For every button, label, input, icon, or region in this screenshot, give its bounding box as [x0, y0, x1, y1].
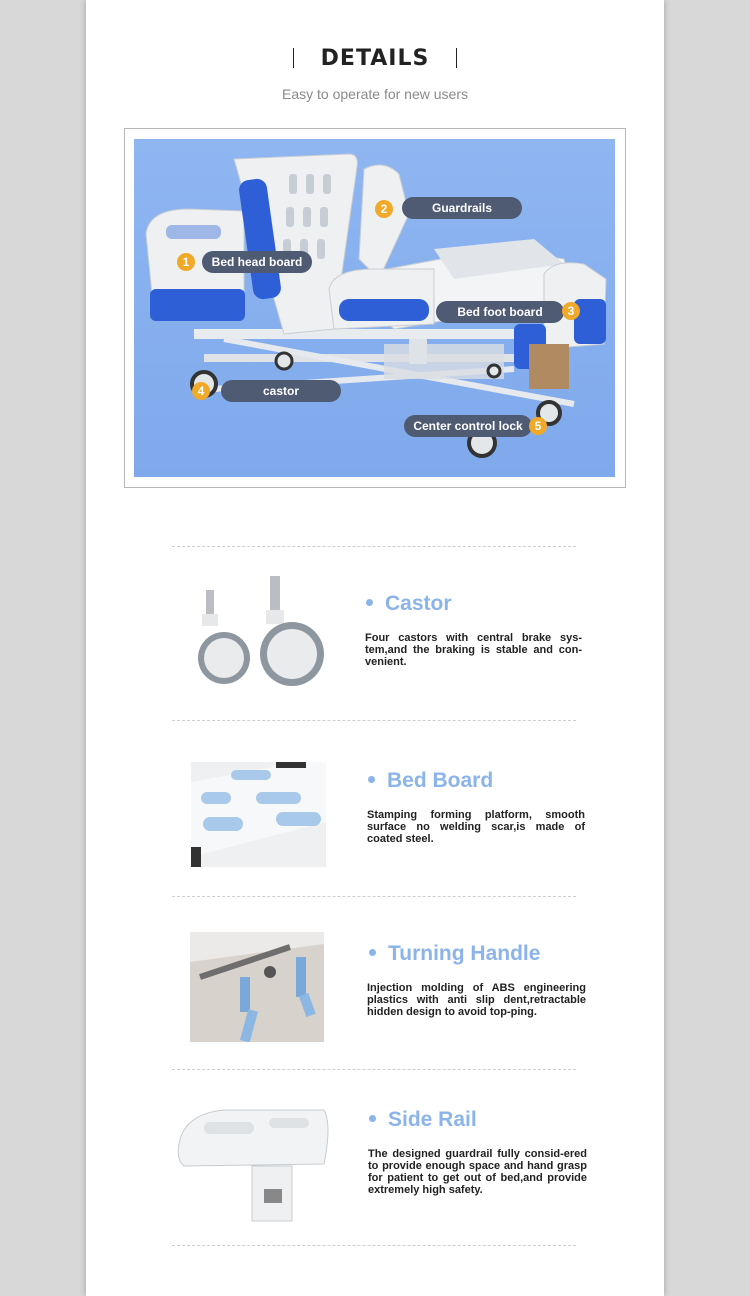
callout-castor [221, 380, 341, 402]
turning-handle-image [190, 932, 324, 1042]
divider [172, 896, 576, 897]
feature-title-bed-board [368, 769, 493, 793]
bed-board-image [191, 762, 326, 867]
callout-label: Bed foot board [457, 305, 543, 319]
feature-title-text: Side Rail [388, 1108, 477, 1131]
feature-title-text: Turning Handle [388, 942, 541, 965]
bullet-dot [366, 599, 373, 606]
feature-title-text: Bed Board [387, 769, 494, 792]
turning-handle-illustration [190, 932, 324, 1042]
bullet-dot [368, 776, 375, 783]
feature-desc-bed-board: Stamping forming platform, smooth surface no welding scar,is made of coated steel. [367, 809, 585, 845]
divider [172, 720, 576, 721]
callout-center-control-lock [404, 415, 532, 437]
side-rail-image [174, 1104, 334, 1224]
title-block [86, 44, 664, 74]
callout-label: Center control lock [413, 419, 523, 433]
bullet-dot [369, 949, 376, 956]
callout-number-4: 4 [192, 382, 210, 400]
bullet-dot [369, 1115, 376, 1122]
side-rail-illustration [174, 1104, 334, 1224]
feature-title-castor [366, 592, 452, 616]
divider [172, 1245, 576, 1246]
page-subtitle: Easy to operate for new users [282, 86, 468, 102]
callout-number-5: 5 [529, 417, 547, 435]
callout-label: castor [262, 384, 300, 398]
divider [172, 1069, 576, 1070]
callout-label: Guardrails [431, 201, 493, 215]
feature-desc-turning-handle: Injection molding of ABS engineering plastics with anti slip dent,retractable hidden design to avoid top-ping. [367, 982, 586, 1018]
callout-guardrails [402, 197, 522, 219]
callout-number-1: 1 [177, 253, 195, 271]
bed-board-illustration [191, 762, 326, 867]
castor-illustration [186, 570, 336, 690]
callout-label: Bed head board [211, 255, 303, 269]
feature-desc-side-rail: The designed guardrail fully consid-ered to provide enough space and hand grasp for patient to get out of bed,and provide extremely high safety. [368, 1148, 587, 1196]
callout-bed-foot-board [436, 301, 564, 323]
detail-page [86, 0, 664, 1296]
feature-title-text: Castor [385, 592, 452, 615]
feature-desc-castor: Four castors with central brake sys-tem,and the braking is stable and con-venient. [365, 632, 582, 668]
castor-image [186, 570, 336, 690]
feature-title-side-rail [369, 1108, 477, 1132]
callout-number-2: 2 [375, 200, 393, 218]
callout-number-3: 3 [562, 302, 580, 320]
page-title: DETAILS [320, 46, 430, 71]
callout-bed-head-board [202, 251, 312, 273]
divider [172, 546, 576, 547]
feature-title-turning-handle [369, 942, 540, 966]
